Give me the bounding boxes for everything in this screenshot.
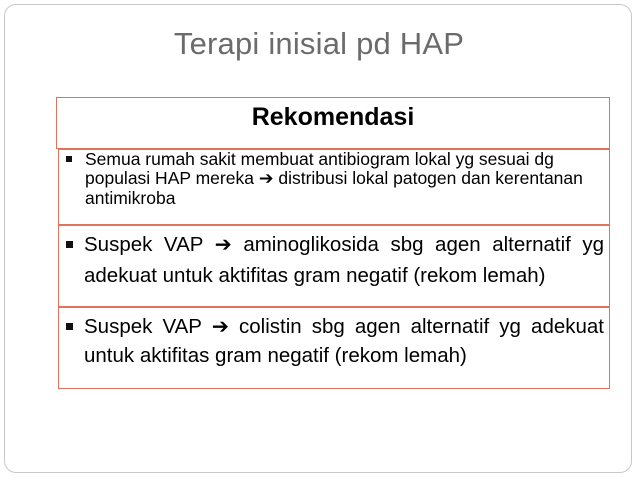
arrow-right-icon: ➔: [211, 314, 229, 338]
bullet-icon: [66, 241, 73, 248]
recommendation-item-3-text: [84, 312, 604, 370]
bullet-icon: [66, 156, 72, 162]
arrow-right-icon: ➔: [258, 169, 274, 189]
recommendation-item-3: [66, 312, 604, 370]
item-1-text-before: Semua rumah sakit membuat antibiogram lokal yg sesuai dg populasi HAP mereka: [85, 149, 554, 188]
slide-title: Terapi inisial pd HAP: [173, 26, 465, 61]
recommendation-item-2-text: [84, 229, 604, 291]
recommendation-header: Rekomendasi: [251, 103, 415, 131]
recommendation-item-1-text: [85, 150, 606, 208]
recommendation-item-2: [66, 229, 604, 291]
arrow-right-icon: ➔: [214, 232, 232, 256]
item-1-text-after: distribusi lokal patogen dan kerentanan antimikroba: [85, 168, 583, 208]
recommendation-item-1: [66, 150, 606, 208]
item-3-text-after: colistin sbg agen alternatif yg adekuat untuk aktifitas gram negatif (rekom lemah): [84, 315, 604, 367]
item-2-text-after: aminoglikosida sbg agen alternatif yg adekuat untuk aktifitas gram negatif (rekom lemah): [84, 233, 605, 287]
item-2-text-before: Suspek VAP: [84, 233, 204, 256]
bullet-icon: [66, 323, 73, 330]
item-3-text-before: Suspek VAP: [84, 315, 202, 338]
